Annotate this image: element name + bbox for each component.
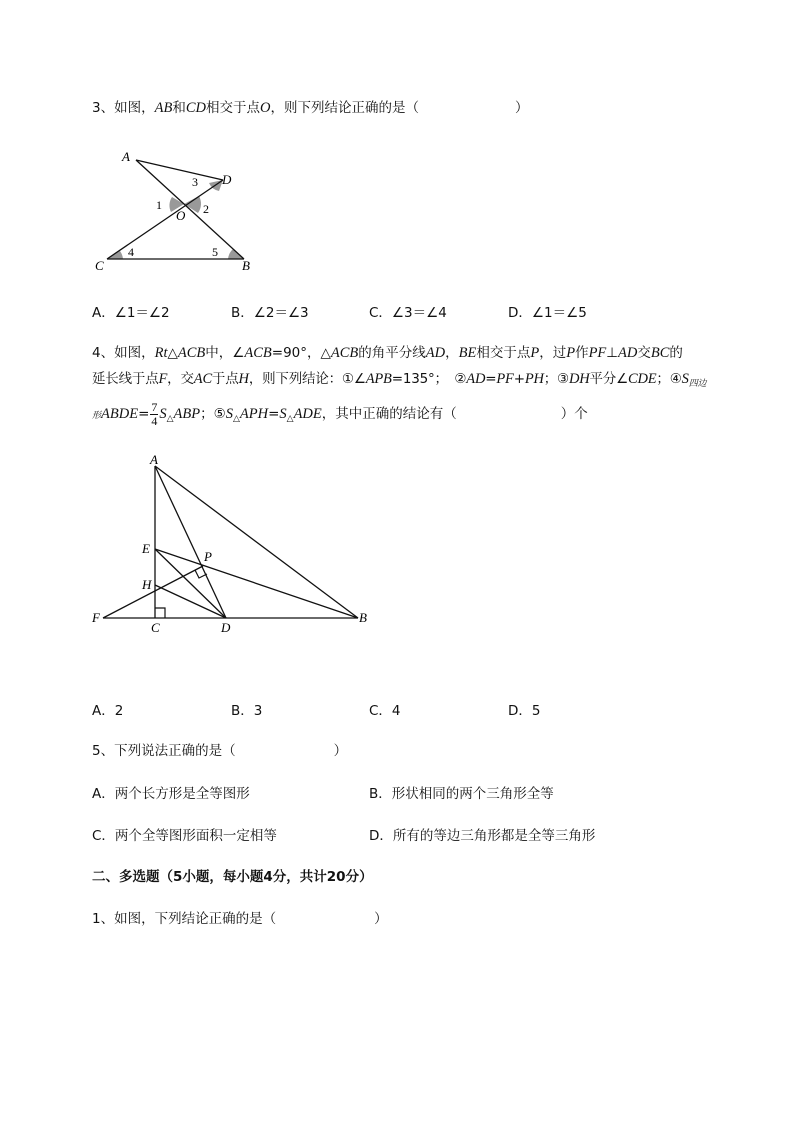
- q4-l3pre: 形: [92, 410, 102, 420]
- q3-stem: [92, 98, 528, 118]
- q3-figure: [90, 140, 270, 280]
- q4-aph: APH: [239, 406, 269, 422]
- q4-label-f: F: [92, 610, 100, 625]
- q3-label-b: B: [242, 258, 250, 273]
- q5-close: ）: [333, 743, 348, 759]
- q4-label-c: C: [151, 620, 160, 635]
- q3-label-o: O: [176, 208, 186, 223]
- section2-heading: 二、多选题（5小题，每小题4分，共计20分）: [92, 869, 373, 885]
- q4-apb: APB: [365, 371, 392, 387]
- q3-label-4: 4: [128, 245, 134, 259]
- q4-acb: ACB: [177, 345, 206, 361]
- q3-line-ad: [136, 160, 223, 180]
- q4-zhong: 中，∠: [205, 345, 245, 361]
- q3-number: 3、如图，: [92, 100, 155, 116]
- q4-sub-tri3: △: [286, 414, 294, 424]
- q4-sub-tri: △: [166, 414, 174, 424]
- q4-abde: ABDE: [101, 406, 139, 422]
- q4-acb2: ACB: [244, 345, 272, 361]
- q4-s3: S: [225, 406, 233, 422]
- q4-option-a[interactable]: A．2: [92, 703, 124, 719]
- q4-ad3: AD: [466, 371, 486, 387]
- q4-l2j: ；④: [656, 371, 682, 387]
- q4-h: H: [238, 371, 249, 387]
- q4-pf: PF: [588, 345, 607, 361]
- q4-label-b: B: [359, 610, 367, 625]
- q4-label-d: D: [221, 620, 231, 635]
- mq1-close: ）: [374, 911, 388, 927]
- q4-l3b: ；⑤: [200, 406, 226, 422]
- q4-frac-den: 4: [151, 413, 158, 428]
- q4-stem-line1: [92, 343, 683, 363]
- q3-label-c: C: [95, 258, 104, 273]
- q4-ac: AC: [193, 371, 212, 387]
- q4-l2g: +: [513, 371, 525, 387]
- q4-de: 的: [669, 345, 683, 361]
- q3-and: 和: [172, 100, 186, 116]
- q4-sub-tri2: △: [232, 414, 240, 424]
- q4-label-p: P: [204, 549, 212, 564]
- q4-ad2: AD: [618, 345, 638, 361]
- q4-stem-line2: [92, 369, 706, 393]
- q4-ad: AD: [425, 345, 446, 361]
- q3-label-1: 1: [156, 198, 162, 212]
- q4-line-hd: [155, 585, 226, 618]
- q4-bisector: 的角平分线: [358, 345, 426, 361]
- q4-abp: ABP: [173, 406, 201, 422]
- q5-option-d[interactable]: D．所有的等边三角形都是全等三角形: [369, 828, 596, 844]
- q4-acb3: ACB: [330, 345, 359, 361]
- q4-intersect: 相交于点: [476, 345, 531, 361]
- q4-line-be: [155, 549, 358, 618]
- mq1-stem: [92, 909, 388, 929]
- q4-f: F: [158, 371, 168, 387]
- q4-l3d: ，其中正确的结论有（: [321, 406, 457, 422]
- q5-option-a[interactable]: A．两个长方形是全等图形: [92, 786, 250, 802]
- mq1-stem-text: 1、如图，下列结论正确的是（: [92, 911, 277, 927]
- q4-line-fp: [103, 566, 203, 618]
- q5-option-b[interactable]: B．形状相同的两个三角形全等: [369, 786, 554, 802]
- q4-s: S: [681, 371, 689, 387]
- q4-l3eq: =: [138, 406, 150, 422]
- q3-label-a: A: [122, 149, 130, 164]
- q4-line-ad: [155, 466, 226, 618]
- q3-cd: CD: [185, 100, 206, 116]
- q3-option-b[interactable]: B．∠2＝∠3: [231, 305, 309, 321]
- q3-label-2: 2: [203, 202, 209, 216]
- q4-option-b[interactable]: B．3: [231, 703, 263, 719]
- q3-label-5: 5: [212, 245, 218, 259]
- q4-bc: BC: [650, 345, 670, 361]
- q4-ph: PH: [524, 371, 544, 387]
- q4-jiao: 交: [637, 345, 651, 361]
- q4-l2h: ；③: [543, 371, 569, 387]
- q3-option-c[interactable]: C．∠3＝∠4: [369, 305, 447, 321]
- q4-pf2: PF: [496, 371, 514, 387]
- q3-label-d: D: [222, 172, 232, 187]
- q4-close: ）个: [560, 406, 588, 422]
- q4-figure: [88, 450, 388, 640]
- q4-label-h: H: [142, 577, 152, 592]
- q4-p: P: [530, 345, 540, 361]
- q4-label-a: A: [150, 452, 158, 467]
- q3-option-d[interactable]: D．∠1＝∠5: [508, 305, 587, 321]
- q4-tri: △: [167, 345, 178, 361]
- q4-stem-line3: [92, 398, 588, 435]
- q4-s2: S: [159, 406, 167, 422]
- q4-right-angle-c: [155, 608, 165, 618]
- q4-comma: ，: [445, 345, 459, 361]
- q4-s4: S: [279, 406, 287, 422]
- q3-label-3: 3: [192, 175, 198, 189]
- q4-be: BE: [458, 345, 477, 361]
- q4-l3c: =: [268, 406, 280, 422]
- q4-option-d[interactable]: D．5: [508, 703, 541, 719]
- q3-option-a[interactable]: A．∠1＝∠2: [92, 305, 170, 321]
- q3-tail: ，则下列结论正确的是（: [270, 100, 419, 116]
- q3-ab: AB: [154, 100, 173, 116]
- q4-line-ed: [155, 549, 226, 618]
- q4-l2a: 延长线于点: [92, 371, 159, 387]
- q4-l2c: 于点: [211, 371, 239, 387]
- q4-rt: Rt: [154, 345, 168, 361]
- q4-l2f: =: [485, 371, 497, 387]
- q3-o: O: [259, 100, 271, 116]
- q4-zuo: 作: [575, 345, 589, 361]
- q4-line-ab: [155, 466, 358, 618]
- q5-option-c[interactable]: C．两个全等图形面积一定相等: [92, 828, 277, 844]
- q4-ade: ADE: [293, 406, 322, 422]
- q3-close: ）: [514, 100, 529, 116]
- q4-fraction: [150, 401, 158, 428]
- q4-p2: P: [566, 345, 576, 361]
- q3-mid: 相交于点: [205, 100, 260, 116]
- q4-number: 4、如图，: [92, 345, 155, 361]
- q4-eq90: =90°，△: [271, 345, 331, 361]
- q4-dh: DH: [568, 371, 590, 387]
- q4-guo: ，过: [539, 345, 567, 361]
- q4-l2b: ，交: [167, 371, 194, 387]
- q5-stem: [92, 741, 347, 761]
- q4-option-c[interactable]: C．4: [369, 703, 401, 719]
- q4-l2e: =135°； ②: [391, 371, 467, 387]
- q4-l2d: ，则下列结论：①∠: [248, 371, 366, 387]
- q4-sub-quad: 四边: [688, 378, 707, 388]
- q4-cde: CDE: [628, 371, 657, 387]
- q4-perp: ⊥: [606, 345, 619, 361]
- q3-line-cd: [107, 180, 223, 259]
- q5-stem-text: 5、下列说法正确的是（: [92, 743, 236, 759]
- q4-frac-num: 7: [151, 399, 158, 414]
- q4-label-e: E: [142, 541, 150, 556]
- q4-l2i: 平分∠: [589, 371, 629, 387]
